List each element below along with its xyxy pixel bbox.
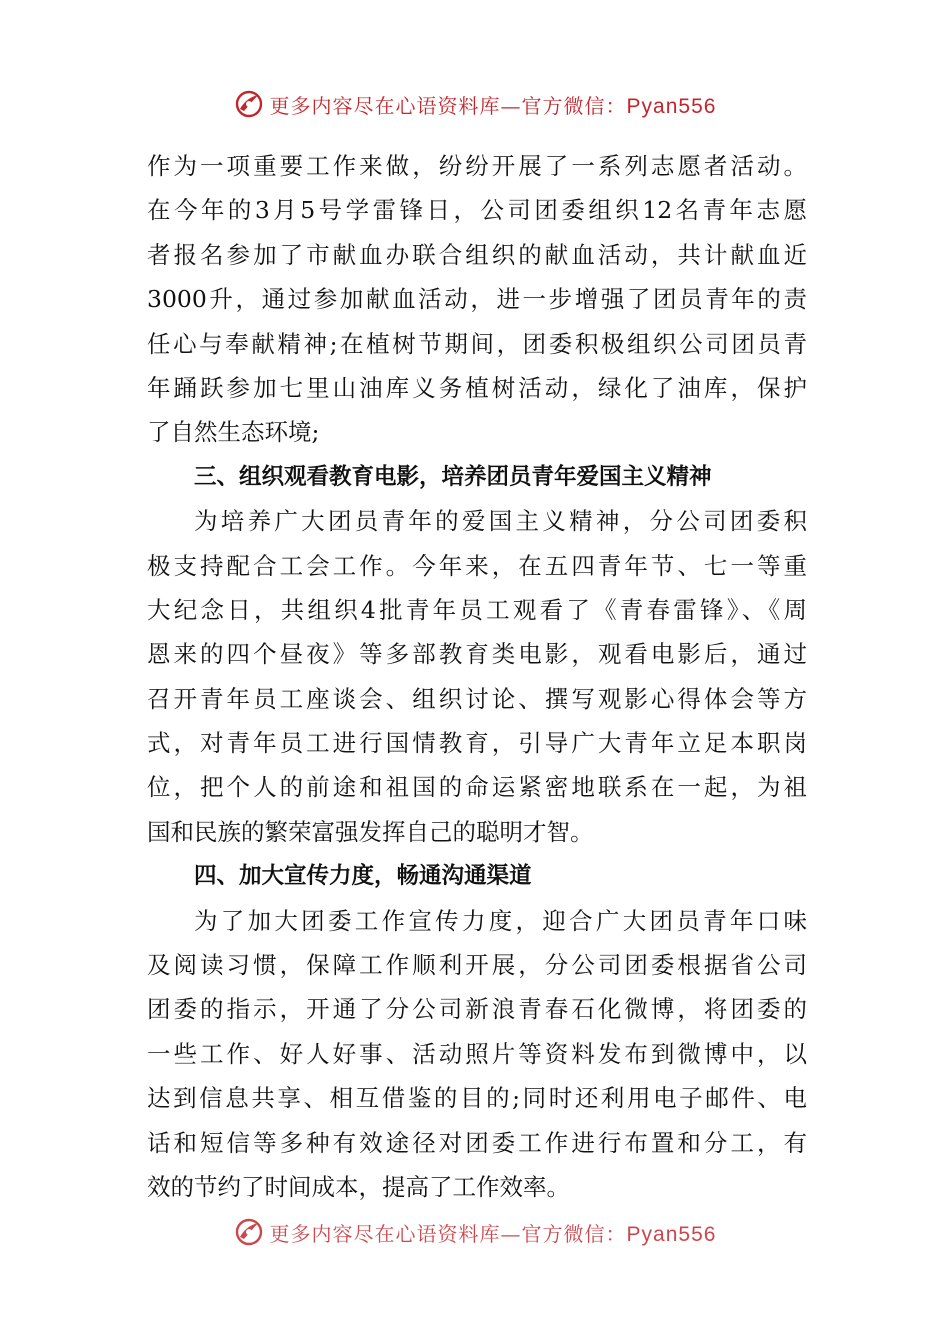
header-watermark [0,84,950,124]
pen-circle-logo-icon [234,1217,264,1246]
text-line: 年踊跃参加七里山油库义务植树活动，绿化了油库，保护 [147,373,807,402]
text-line: 作为一项重要工作来做，纷纷开展了一系列志愿者活动。 [147,152,807,180]
text-line: 及阅读习惯，保障工作顺利开展，分公司团委根据省公司 [147,951,807,980]
text-line: 团委的指示，开通了分公司新浪青春石化微博，将团委的 [147,995,807,1024]
text-line: 3000升，通过参加献血活动，进一步增强了团员青年的责 [147,285,807,314]
text-line: 在今年的3月5号学雷锋日，公司团委组织12名青年志愿 [147,196,807,225]
text-line: 者报名参加了市献血办联合组织的献血活动，共计献血近 [147,240,807,269]
text-line: 为了加大团委工作宣传力度，迎合广大团员青年口味 [194,906,807,935]
text-line: 话和短信等多种有效途径对团委工作进行布置和分工，有 [147,1128,807,1157]
text-line: 召开青年员工座谈会、组织讨论、撰写观影心得体会等方 [147,684,807,713]
text-line: 式，对青年员工进行国情教育，引导广大青年立足本职岗 [147,729,807,758]
section-heading-3: 三、组织观看教育电影，培养团员青年爱国主义精神 [194,463,712,490]
text-line: 国和民族的繁荣富强发挥自己的聪明才智。 [147,817,594,846]
text-line: 恩来的四个昼夜》等多部教育类电影，观看电影后，通过 [147,640,807,669]
document-body [147,144,807,1209]
text-line: 极支持配合工会工作。今年来，在五四青年节、七一等重 [147,551,807,580]
text-line: 任心与奉献精神;在植树节期间，团委积极组织公司团员青 [147,329,807,358]
text-line: 效的节约了时间成本，提高了工作效率。 [147,1172,570,1201]
footer-watermark [0,1206,950,1246]
section-heading-4: 四、加大宣传力度，畅通沟通渠道 [194,863,532,890]
text-line: 大纪念日，共组织4批青年员工观看了《青春雷锋》、《周 [147,595,807,624]
text-line: 了自然生态环境; [147,418,320,447]
watermark-text: 更多内容尽在心语资料库—官方微信：Pyan556 [269,1221,717,1246]
text-line: 一些工作、好人好事、活动照片等资料发布到微博中，以 [147,1039,807,1068]
watermark-text: 更多内容尽在心语资料库—官方微信：Pyan556 [269,93,717,118]
text-line: 为培养广大团员青年的爱国主义精神，分公司团委积 [194,507,807,536]
text-line: 位，把个人的前途和祖国的命运紧密地联系在一起，为祖 [147,773,807,802]
pen-circle-logo-icon [234,89,264,119]
text-line: 达到信息共享、相互借鉴的目的;同时还利用电子邮件、电 [147,1084,807,1113]
